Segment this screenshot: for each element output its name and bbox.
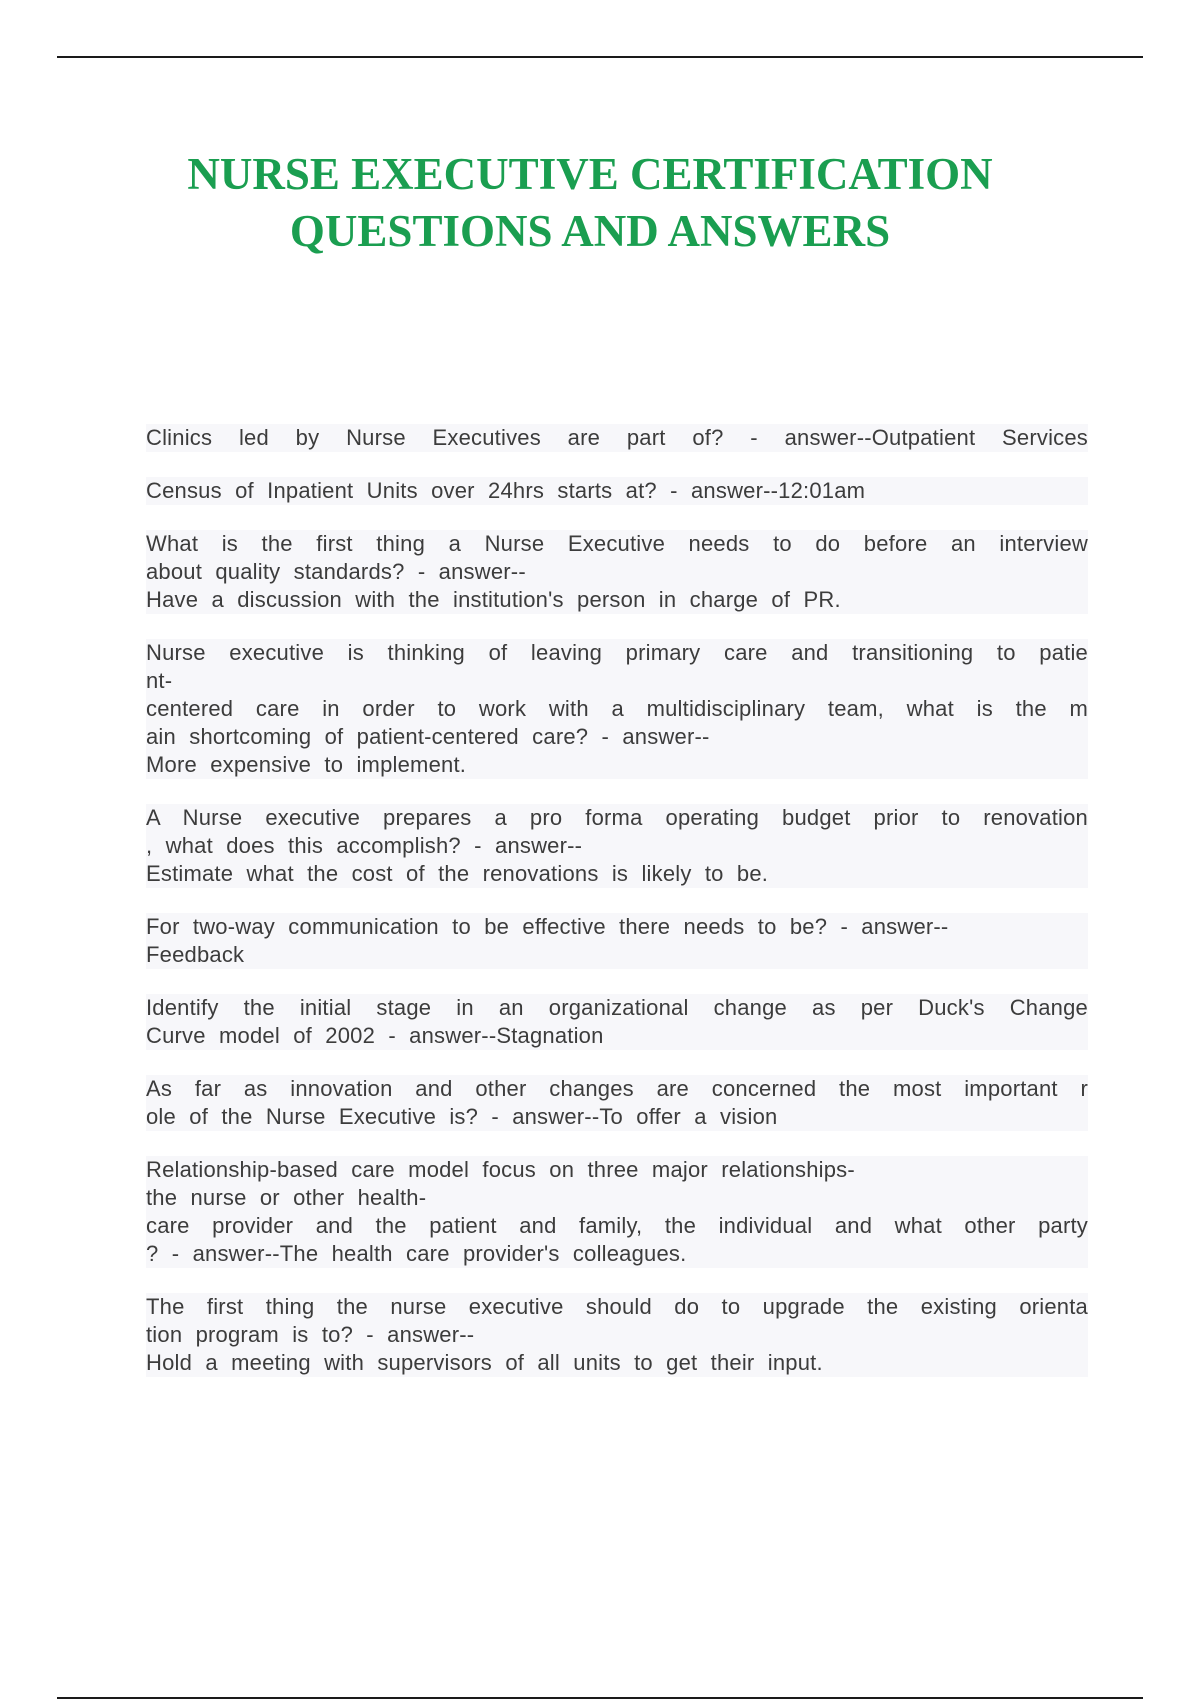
qa-line: , what does this accomplish? - answer-- xyxy=(146,832,1088,860)
qa-item xyxy=(146,1293,1088,1377)
qa-line: Estimate what the cost of the renovations is likely to be. xyxy=(146,860,1088,888)
qa-item xyxy=(146,639,1088,779)
qa-line: Identify the initial stage in an organizational change as per Duck's Change xyxy=(146,995,1088,1020)
qa-line: What is the first thing a Nurse Executive needs to do before an interview xyxy=(146,531,1088,556)
title-line: NURSE EXECUTIVE CERTIFICATION xyxy=(187,149,993,199)
qa-line: about quality standards? - answer-- xyxy=(146,558,1088,586)
qa-line: As far as innovation and other changes are concerned the most important r xyxy=(146,1076,1088,1101)
qa-line: ain shortcoming of patient-centered care? - answer-- xyxy=(146,723,1088,751)
qa-line: ole of the Nurse Executive is? - answer--To offer a vision xyxy=(146,1103,1088,1131)
qa-line: care provider and the patient and family, the individual and what other party xyxy=(146,1213,1088,1238)
qa-item xyxy=(146,530,1088,614)
qa-item xyxy=(146,994,1088,1050)
top-rule xyxy=(57,56,1143,58)
title-line: QUESTIONS AND ANSWERS xyxy=(289,206,891,256)
qa-item xyxy=(146,913,1088,969)
qa-line: The first thing the nurse executive should do to upgrade the existing orienta xyxy=(146,1294,1088,1319)
qa-list xyxy=(146,424,1088,1402)
qa-line: nt- xyxy=(146,667,1088,695)
qa-line: tion program is to? - answer-- xyxy=(146,1321,1088,1349)
qa-item xyxy=(146,1075,1088,1131)
qa-line: Have a discussion with the institution's person in charge of PR. xyxy=(146,586,1088,614)
qa-line: Nurse executive is thinking of leaving primary care and transitioning to patie xyxy=(146,640,1088,665)
qa-line: A Nurse executive prepares a pro forma operating budget prior to renovation xyxy=(146,805,1088,830)
qa-line: More expensive to implement. xyxy=(146,751,1088,779)
page-title xyxy=(90,146,1090,260)
qa-line: Census of Inpatient Units over 24hrs starts at? - answer--12:01am xyxy=(146,477,1088,505)
qa-item xyxy=(146,424,1088,452)
qa-item xyxy=(146,804,1088,888)
qa-line: Relationship-based care model focus on three major relationships- xyxy=(146,1156,1088,1184)
qa-line: the nurse or other health- xyxy=(146,1184,1088,1212)
qa-item xyxy=(146,1156,1088,1268)
qa-line: centered care in order to work with a multidisciplinary team, what is the m xyxy=(146,696,1088,721)
qa-line: For two-way communication to be effective there needs to be? - answer-- xyxy=(146,913,1088,941)
qa-line: ? - answer--The health care provider's colleagues. xyxy=(146,1240,1088,1268)
qa-item xyxy=(146,477,1088,505)
bottom-rule xyxy=(57,1697,1143,1699)
qa-line: Clinics led by Nurse Executives are part of? - answer--Outpatient Services xyxy=(146,425,1088,450)
qa-line: Curve model of 2002 - answer--Stagnation xyxy=(146,1022,1088,1050)
qa-line: Hold a meeting with supervisors of all units to get their input. xyxy=(146,1349,1088,1377)
qa-line: Feedback xyxy=(146,941,1088,969)
